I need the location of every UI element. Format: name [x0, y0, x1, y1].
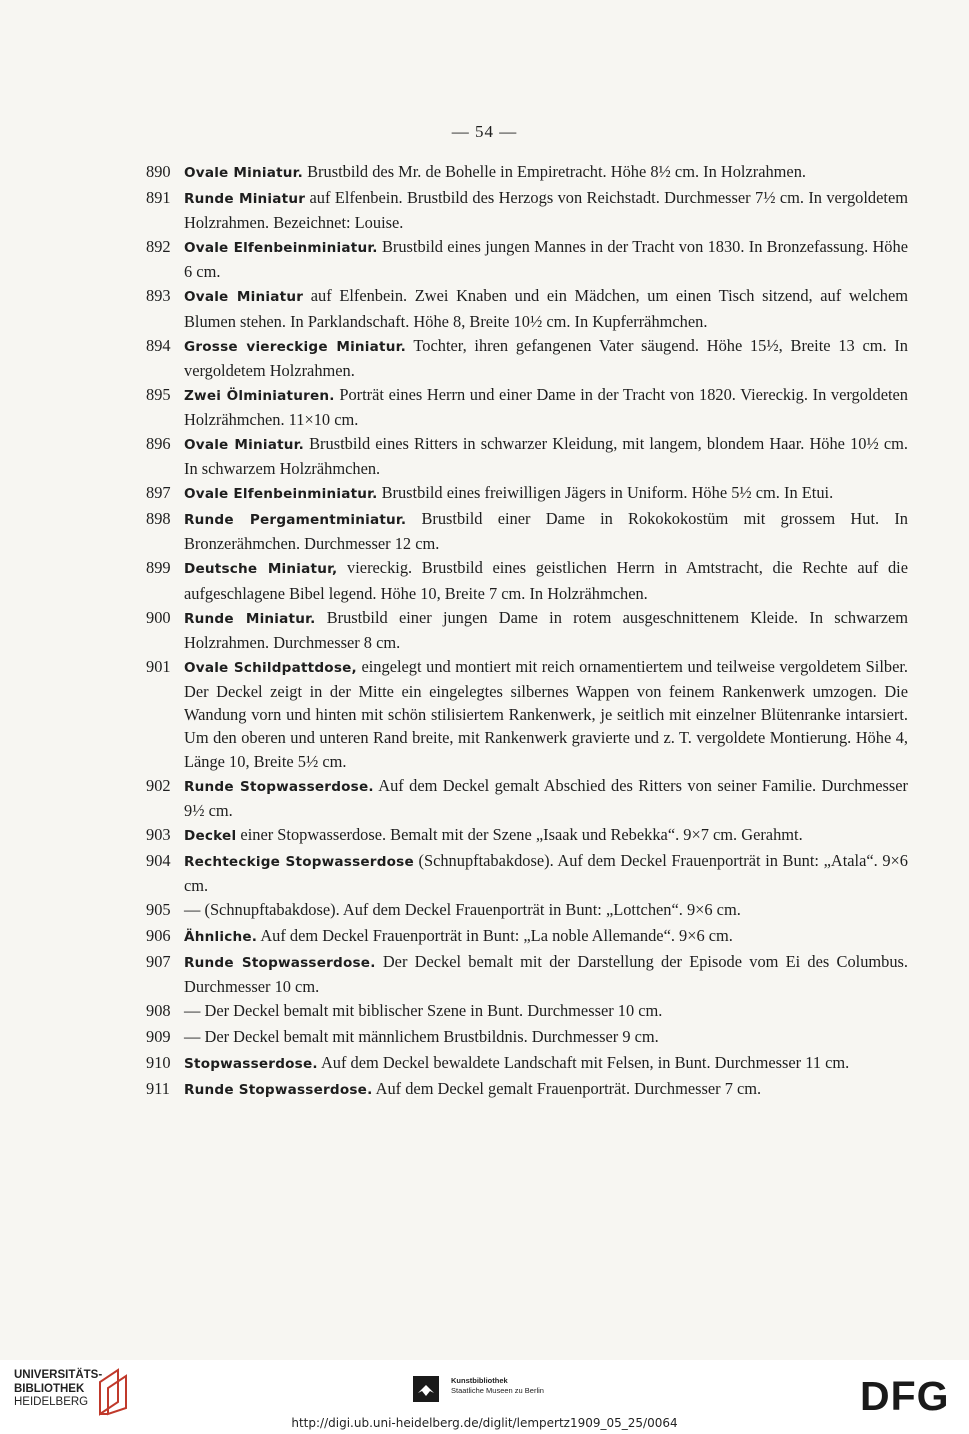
entry-number: 892: [146, 237, 171, 257]
entry-description: Brustbild eines freiwilligen Jägers in Uniform. Höhe 5½ cm. In Etui.: [377, 483, 834, 503]
entry-heading: Grosse viereckige Miniatur.: [184, 338, 406, 355]
university-emblem-icon: [96, 1368, 132, 1416]
page-number: — 54 —: [451, 122, 518, 141]
entry-description: einer Stopwasserdose. Bemalt mit der Szene „Isaak und Rebekka“. 9×7 cm. Gerahmt.: [236, 824, 803, 844]
catalog-entry: [146, 383, 908, 431]
entry-number: 895: [146, 384, 171, 404]
entry-description: Brustbild einer Dame in Rokokokostüm mit grossem Hut. In Bronzerähmchen. Durchmesser 12 cm.: [184, 509, 908, 554]
university-line-2: BIBLIOTHEK: [14, 1382, 85, 1395]
entry-heading: Runde Pergamentminiatur.: [184, 512, 407, 529]
entry-heading: Deckel: [184, 827, 237, 844]
catalog-entry: [146, 235, 908, 283]
entry-description: Brustbild eines jungen Mannes in der Tracht von 1830. In Bronzefassung. Höhe 6 cm.: [184, 237, 908, 282]
entry-heading: Stopwasserdose.: [184, 1056, 318, 1073]
entry-heading: Ovale Schildpattdose,: [184, 659, 357, 676]
entry-description: — Der Deckel bemalt mit männlichem Brustbildnis. Durchmesser 9 cm.: [184, 1027, 659, 1047]
dfg-logo[interactable]: DFG: [860, 1373, 950, 1419]
entry-heading: Zwei Ölminiaturen.: [184, 387, 335, 404]
entry-heading: Runde Stopwasserdose.: [184, 1082, 373, 1099]
entry-number: 905: [146, 900, 171, 920]
entry-number: 903: [146, 824, 171, 844]
catalog-entry: [146, 334, 908, 382]
entry-description: eingelegt und montiert mit reich ornamentiertem und teilweise vergoldetem Silber. Der Deckel zeigt in der Mitte ein eingelegtes silbernes Wappen von feinem Rankenwerk umzogen. Die Wandung vorn und hinten mit schön stilisiertem Rankenwerk, je seitlich mit einzelner Blütenranke intarsiert. Um den oberen und unteren Rand breite, mit Rankenwerk gravierte und z. T. vergoldete Montierung. Höhe 4, Länge 10, Breite 5½ cm.: [184, 656, 908, 771]
entry-heading: Rechteckige Stopwasserdose: [184, 853, 414, 870]
entry-heading: Runde Miniatur: [184, 191, 306, 207]
catalog-entries: [146, 160, 908, 1103]
catalog-entry: [146, 823, 908, 848]
entry-heading: Deutsche Miniatur,: [184, 561, 338, 578]
entry-heading: Ovale Miniatur: [184, 289, 304, 306]
entry-number: 902: [146, 775, 171, 795]
catalog-entry: [146, 160, 908, 185]
catalog-entry: [146, 849, 908, 897]
entry-description: Der Deckel bemalt mit der Darstellung der Episode vom Ei des Columbus. Durchmesser 10 cm.: [184, 952, 909, 997]
entry-description: Tochter, ihren gefangenen Vater säugend. Höhe 15½, Breite 13 cm. In vergoldetem Holzrahmen.: [184, 335, 908, 380]
entry-heading: Ovale Miniatur.: [184, 165, 304, 181]
entry-description: (Schnupftabakdose). Auf dem Deckel Frauenporträt in Bunt: „Atala“. 9×6 cm.: [184, 850, 908, 896]
entry-description: auf Elfenbein. Brustbild des Herzogs von Reichstadt. Durchmesser 7½ cm. In vergoldetem Holzrahmen. Bezeichnet: Louise.: [184, 188, 908, 233]
entry-description: auf Elfenbein. Zwei Knaben und ein Mädchen, um einen Tisch sitzend, auf welchem Blumen stehen. In Parklandschaft. Höhe 8, Breite 10½ cm. In Kupferrähmchen.: [184, 286, 908, 331]
entry-description: Auf dem Deckel gemalt Frauenporträt. Durchmesser 7 cm.: [372, 1079, 762, 1099]
catalog-entry: [146, 1077, 908, 1102]
catalog-entry: [146, 481, 908, 506]
source-url[interactable]: http://digi.ub.uni-heidelberg.de/diglit/lempertz1909_05_25/0064: [291, 1416, 678, 1430]
entry-number: 897: [146, 483, 171, 503]
entry-description: Porträt eines Herrn und einer Dame in der Tracht von 1820. Viereckig. In vergoldeten Holzrähmchen. 11×10 cm.: [184, 384, 909, 430]
entry-number: 901: [146, 656, 171, 676]
university-line-1: UNIVERSITÄTS-: [14, 1369, 103, 1381]
entry-description: Brustbild einer jungen Dame in rotem ausgeschnittenem Kleide. In schwarzem Holzrahmen. Durchmesser 8 cm.: [184, 607, 909, 652]
entry-number: 907: [146, 952, 171, 972]
entry-number: 911: [146, 1079, 170, 1099]
catalog-entry: [146, 924, 908, 949]
entry-number: 893: [146, 286, 171, 306]
catalog-entry: [146, 999, 908, 1024]
entry-description: Brustbild des Mr. de Bohelle in Empiretracht. Höhe 8½ cm. In Holzrahmen.: [303, 162, 807, 181]
kunstbibliothek-title: Kunstbibliothek: [451, 1376, 508, 1385]
catalog-entry: [146, 606, 908, 654]
entry-heading: Ovale Elfenbeinminiatur.: [184, 240, 378, 257]
entry-number: 910: [146, 1053, 171, 1073]
entry-description: Auf dem Deckel bewaldete Landschaft mit Felsen, in Bunt. Durchmesser 11 cm.: [317, 1053, 850, 1073]
catalog-entry: [146, 898, 908, 923]
entry-description: Auf dem Deckel gemalt Abschied des Ritters von seiner Familie. Durchmesser 9½ cm.: [184, 775, 908, 820]
kunstbibliothek-eagle-icon: [413, 1376, 439, 1402]
entry-number: 904: [146, 850, 171, 870]
entry-description: — (Schnupftabakdose). Auf dem Deckel Frauenporträt in Bunt: „Lottchen“. 9×6 cm.: [184, 900, 741, 920]
entry-heading: Ähnliche.: [184, 929, 258, 946]
entry-number: 891: [146, 188, 171, 207]
catalog-entry: [146, 1025, 908, 1050]
catalog-entry: [146, 1051, 908, 1076]
entry-description: viereckig. Brustbild eines geistlichen Herrn in Amtstracht, die Rechte auf die aufgeschlagene Bibel legend. Höhe 10, Breite 7 cm. In Holzrähmchen.: [184, 558, 908, 603]
catalog-entry: [146, 284, 908, 332]
entry-heading: Runde Miniatur.: [184, 610, 316, 627]
entry-number: 899: [146, 558, 171, 578]
kunstbibliothek-label[interactable]: [451, 1376, 544, 1396]
entry-heading: Ovale Miniatur.: [184, 437, 305, 454]
entry-description: Brustbild eines Ritters in schwarzer Kleidung, mit langem, blondem Haar. Höhe 10½ cm. In schwarzem Holzrähmchen.: [184, 434, 908, 479]
entry-number: 898: [146, 509, 171, 529]
entry-number: 909: [146, 1027, 171, 1047]
footer: [0, 1360, 969, 1434]
entry-number: 896: [146, 434, 171, 454]
entry-heading: Runde Stopwasserdose.: [184, 778, 374, 795]
entry-number: 900: [146, 607, 171, 627]
entry-description: — Der Deckel bemalt mit biblischer Szene in Bunt. Durchmesser 10 cm.: [184, 1001, 663, 1021]
entry-heading: Runde Stopwasserdose.: [184, 955, 376, 972]
entry-number: 908: [146, 1001, 171, 1021]
catalog-entry: [146, 556, 908, 604]
entry-number: 890: [146, 162, 171, 181]
entry-description: Auf dem Deckel Frauenporträt in Bunt: „La noble Allemande“. 9×6 cm.: [257, 926, 733, 946]
university-line-3: HEIDELBERG: [14, 1396, 89, 1408]
university-library-logo[interactable]: [14, 1369, 102, 1410]
entry-number: 906: [146, 926, 171, 946]
catalog-entry: [146, 655, 908, 773]
catalog-entry: [146, 774, 908, 822]
catalog-entry: [146, 507, 908, 555]
catalog-entry: [146, 950, 908, 998]
entry-heading: Ovale Elfenbeinminiatur.: [184, 486, 378, 503]
catalog-entry: [146, 432, 908, 480]
entry-number: 894: [146, 335, 171, 355]
catalog-entry: [146, 186, 908, 234]
kunstbibliothek-subtitle: Staatliche Museen zu Berlin: [451, 1386, 544, 1395]
